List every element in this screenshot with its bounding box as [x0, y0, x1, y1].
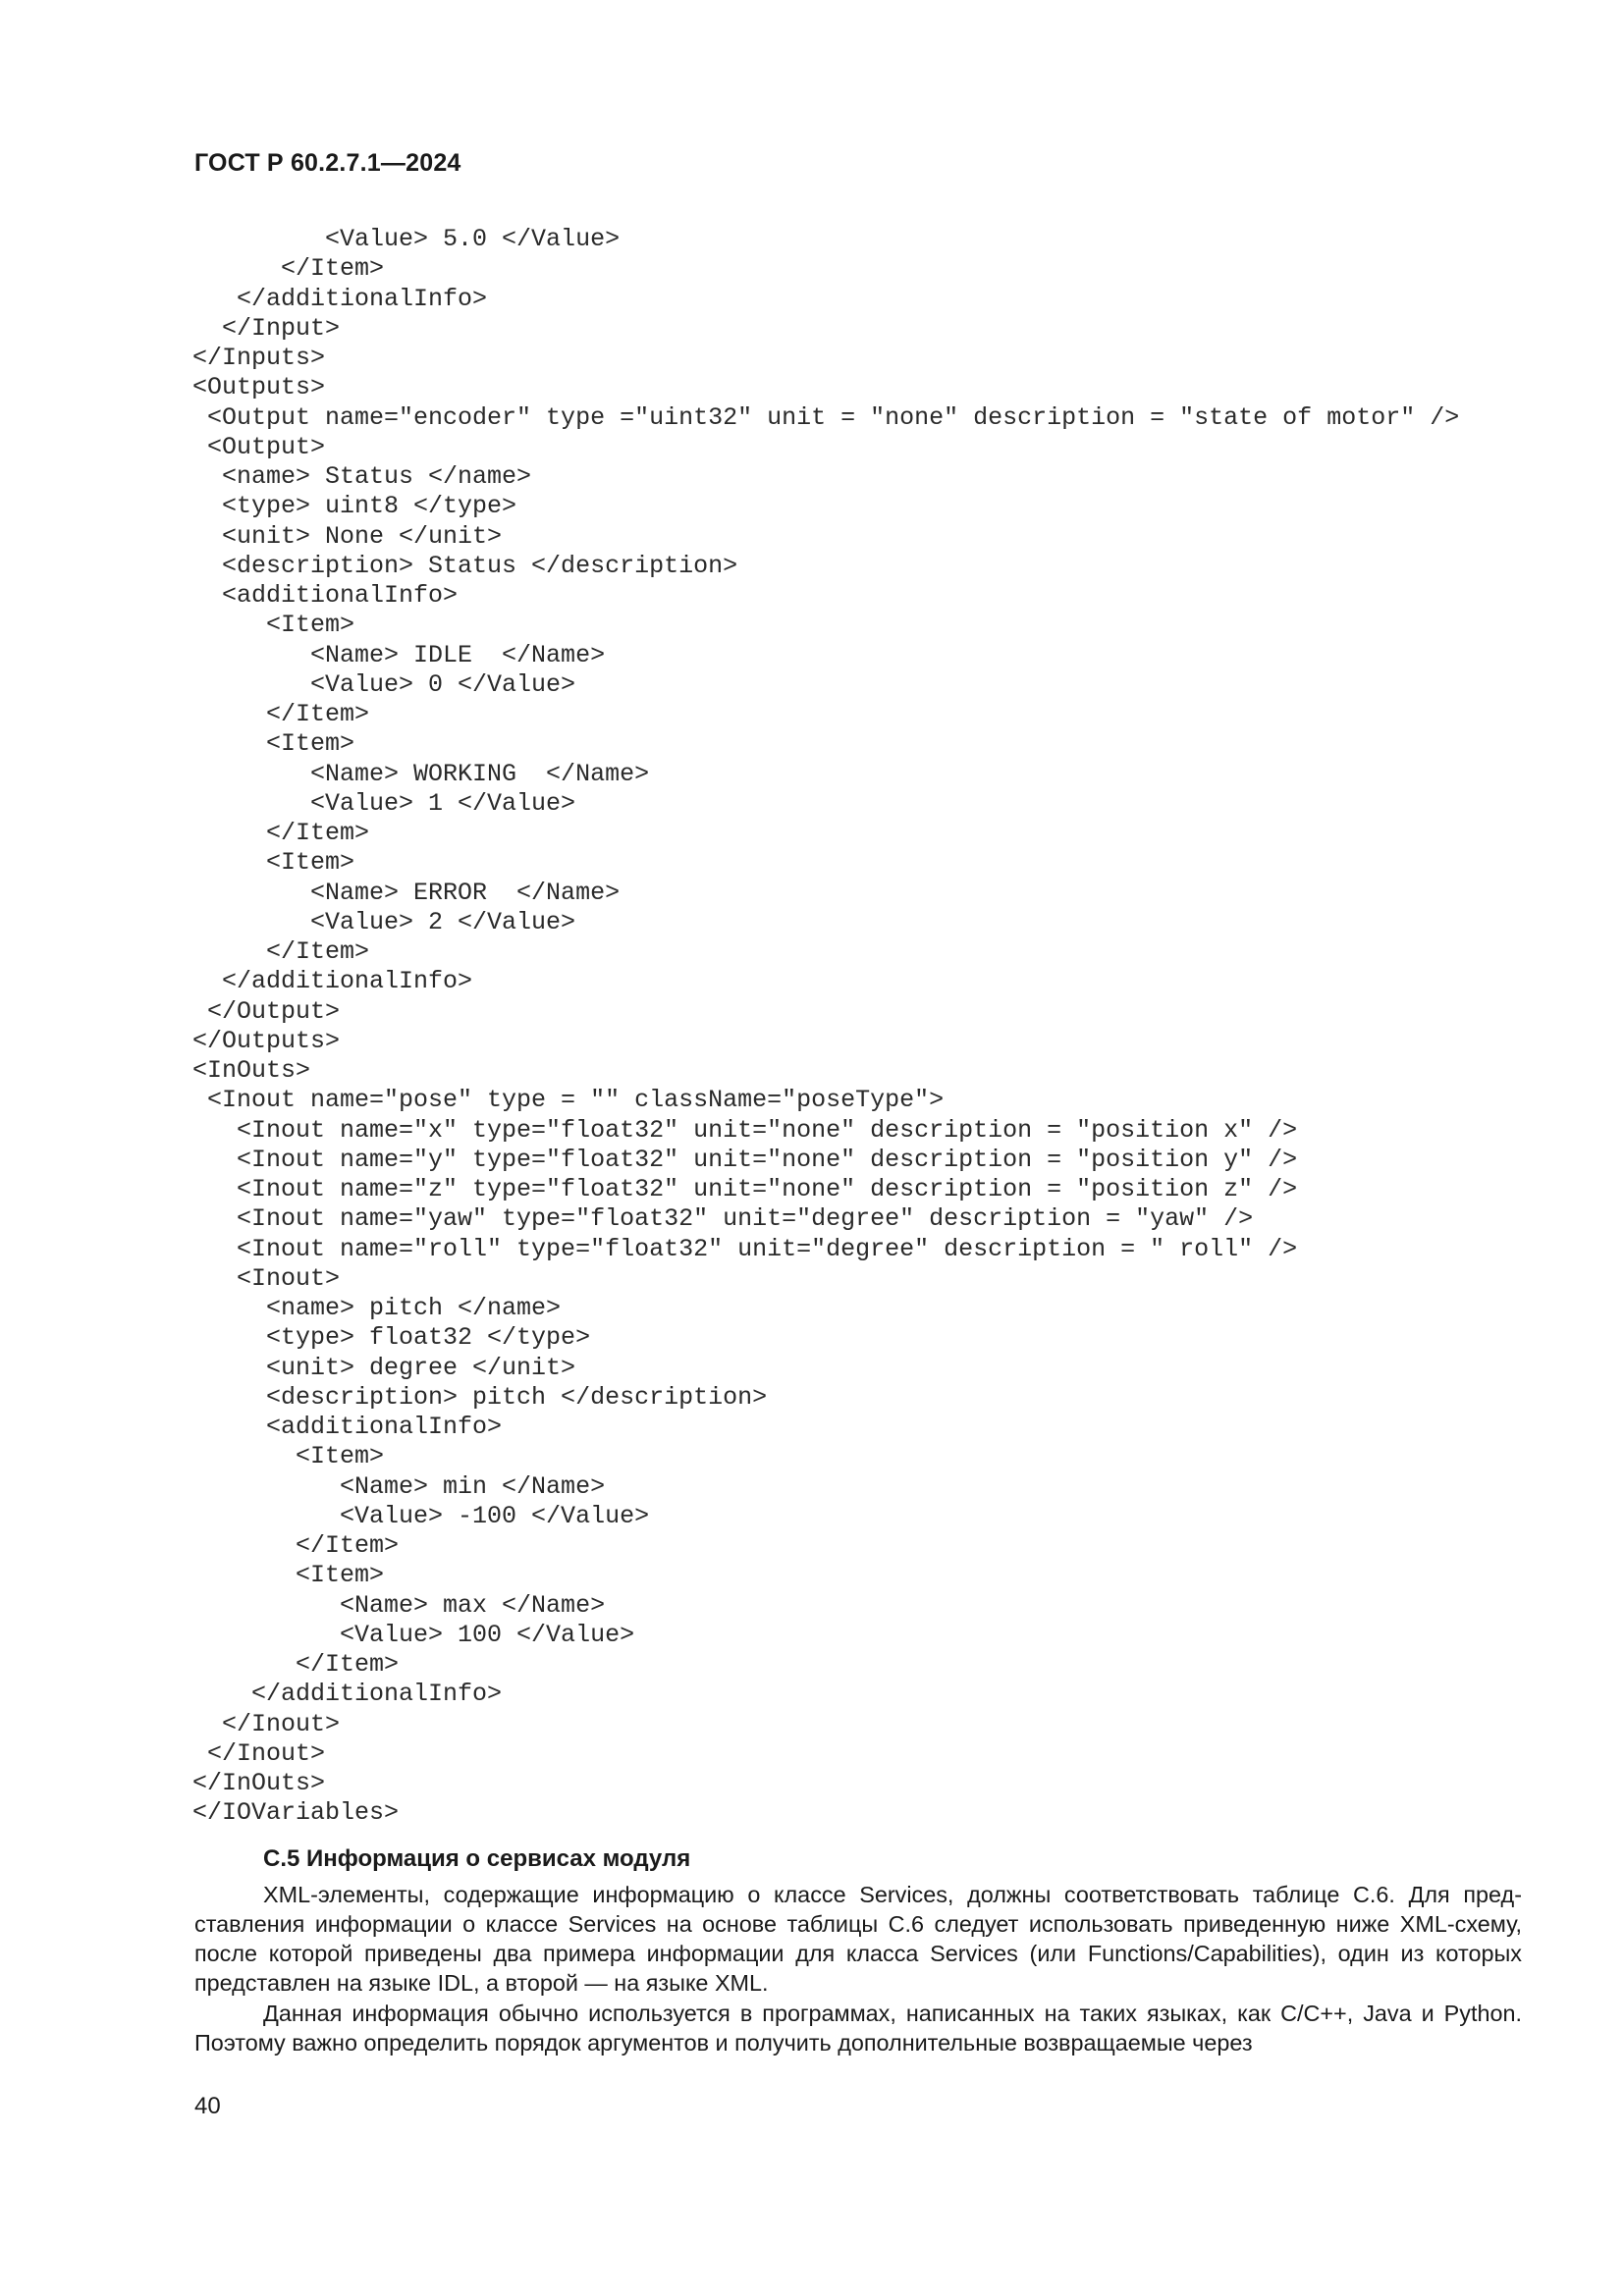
code-line: </additionalInfo> — [192, 1680, 503, 1709]
code-line: <description> Status </description> — [192, 551, 738, 580]
code-line: <InOuts> — [192, 1056, 311, 1085]
document-standard-code: ГОСТ Р 60.2.7.1—2024 — [194, 149, 461, 177]
code-line: <Value> 2 </Value> — [192, 907, 576, 936]
page-number: 40 — [194, 2093, 221, 2119]
section-heading: C.5 Информация о сервисах модуля — [263, 1845, 691, 1872]
code-line: </Inputs> — [192, 344, 326, 372]
code-line: <Name> WORKING </Name> — [192, 759, 650, 788]
code-line: <additionalInfo> — [192, 581, 459, 610]
code-line: <Value> 5.0 </Value> — [192, 225, 621, 253]
code-line: <Output name="encoder" type ="uint32" unit = "none" description = "state of motor" /> — [192, 402, 1460, 432]
code-line: <Outputs> — [192, 373, 326, 402]
code-line: <unit> degree </unit> — [192, 1353, 576, 1382]
code-line: <Name> IDLE </Name> — [192, 640, 606, 669]
code-line: </IOVariables> — [192, 1798, 400, 1828]
code-line: </Item> — [192, 1650, 400, 1679]
code-line: <Inout name="y" type="float32" unit="none" description = "position y" /> — [192, 1145, 1298, 1174]
code-line: <name> Status </name> — [192, 462, 532, 491]
code-line: <additionalInfo> — [192, 1413, 503, 1441]
code-line: </Outputs> — [192, 1026, 341, 1055]
code-line: </Item> — [192, 254, 385, 284]
code-line: <Value> 0 </Value> — [192, 669, 576, 699]
code-line: </additionalInfo> — [192, 967, 473, 996]
code-line: </Item> — [192, 937, 370, 966]
code-line: <Inout name="pose" type = "" className="poseType"> — [192, 1086, 945, 1115]
code-line: <Inout name="x" type="float32" unit="none" description = "position x" /> — [192, 1115, 1298, 1145]
code-line: <Name> min </Name> — [192, 1471, 606, 1501]
code-line: </Inout> — [192, 1709, 341, 1738]
code-line: <description> pitch </description> — [192, 1382, 768, 1412]
code-line: <Output> — [192, 432, 326, 461]
code-line: <type> uint8 </type> — [192, 492, 517, 521]
code-line: <Inout name="z" type="float32" unit="none" description = "position z" /> — [192, 1175, 1298, 1203]
code-line: <Item> — [192, 611, 355, 640]
code-line: </Inout> — [192, 1738, 326, 1768]
code-line: </Input> — [192, 313, 341, 343]
code-line: <Value> 1 </Value> — [192, 788, 576, 818]
code-line: <Inout> — [192, 1263, 341, 1293]
code-line: <name> pitch </name> — [192, 1294, 562, 1322]
body-paragraph: Данная информация обычно используется в программах, написанных на таких языках, как С/С++, Java и Python. Поэтому важно определить порядок аргументов и получить дополнительные возвращаемые через — [194, 2001, 1522, 2056]
code-line: <type> float32 </type> — [192, 1323, 591, 1353]
code-line: <Item> — [192, 1561, 385, 1590]
code-line: <Name> ERROR </Name> — [192, 878, 621, 907]
body-paragraph: XML-элементы, содержащие информацию о классе Services, должны соответствовать таблице С.6. Для представления информации о классе Services на основе таблицы С.6 следует использовать приведенную ниже XML-схему, после которой приведены два примера информации для класса Services (или Functions/Capabilities), один из которых представлен на языке IDL, а второй — на языке XML. — [194, 1882, 1522, 1996]
code-line: <Value> -100 </Value> — [192, 1501, 650, 1530]
code-line: </Output> — [192, 996, 341, 1026]
code-line: </Item> — [192, 700, 370, 728]
code-line: <Item> — [192, 848, 355, 878]
code-line: </Item> — [192, 1531, 400, 1560]
code-line: <Item> — [192, 1442, 385, 1471]
xml-code-listing — [192, 225, 1459, 1829]
code-line: <Inout name="yaw" type="float32" unit="degree" description = "yaw" /> — [192, 1204, 1254, 1234]
code-line: <Inout name="roll" type="float32" unit="degree" description = " roll" /> — [192, 1234, 1298, 1263]
code-line: <Item> — [192, 729, 355, 759]
code-line: </InOuts> — [192, 1769, 326, 1797]
code-line: <unit> None </unit> — [192, 521, 503, 551]
code-line: </Item> — [192, 819, 370, 847]
code-line: <Name> max </Name> — [192, 1590, 606, 1620]
code-line: </additionalInfo> — [192, 284, 488, 313]
code-line: <Value> 100 </Value> — [192, 1620, 635, 1649]
